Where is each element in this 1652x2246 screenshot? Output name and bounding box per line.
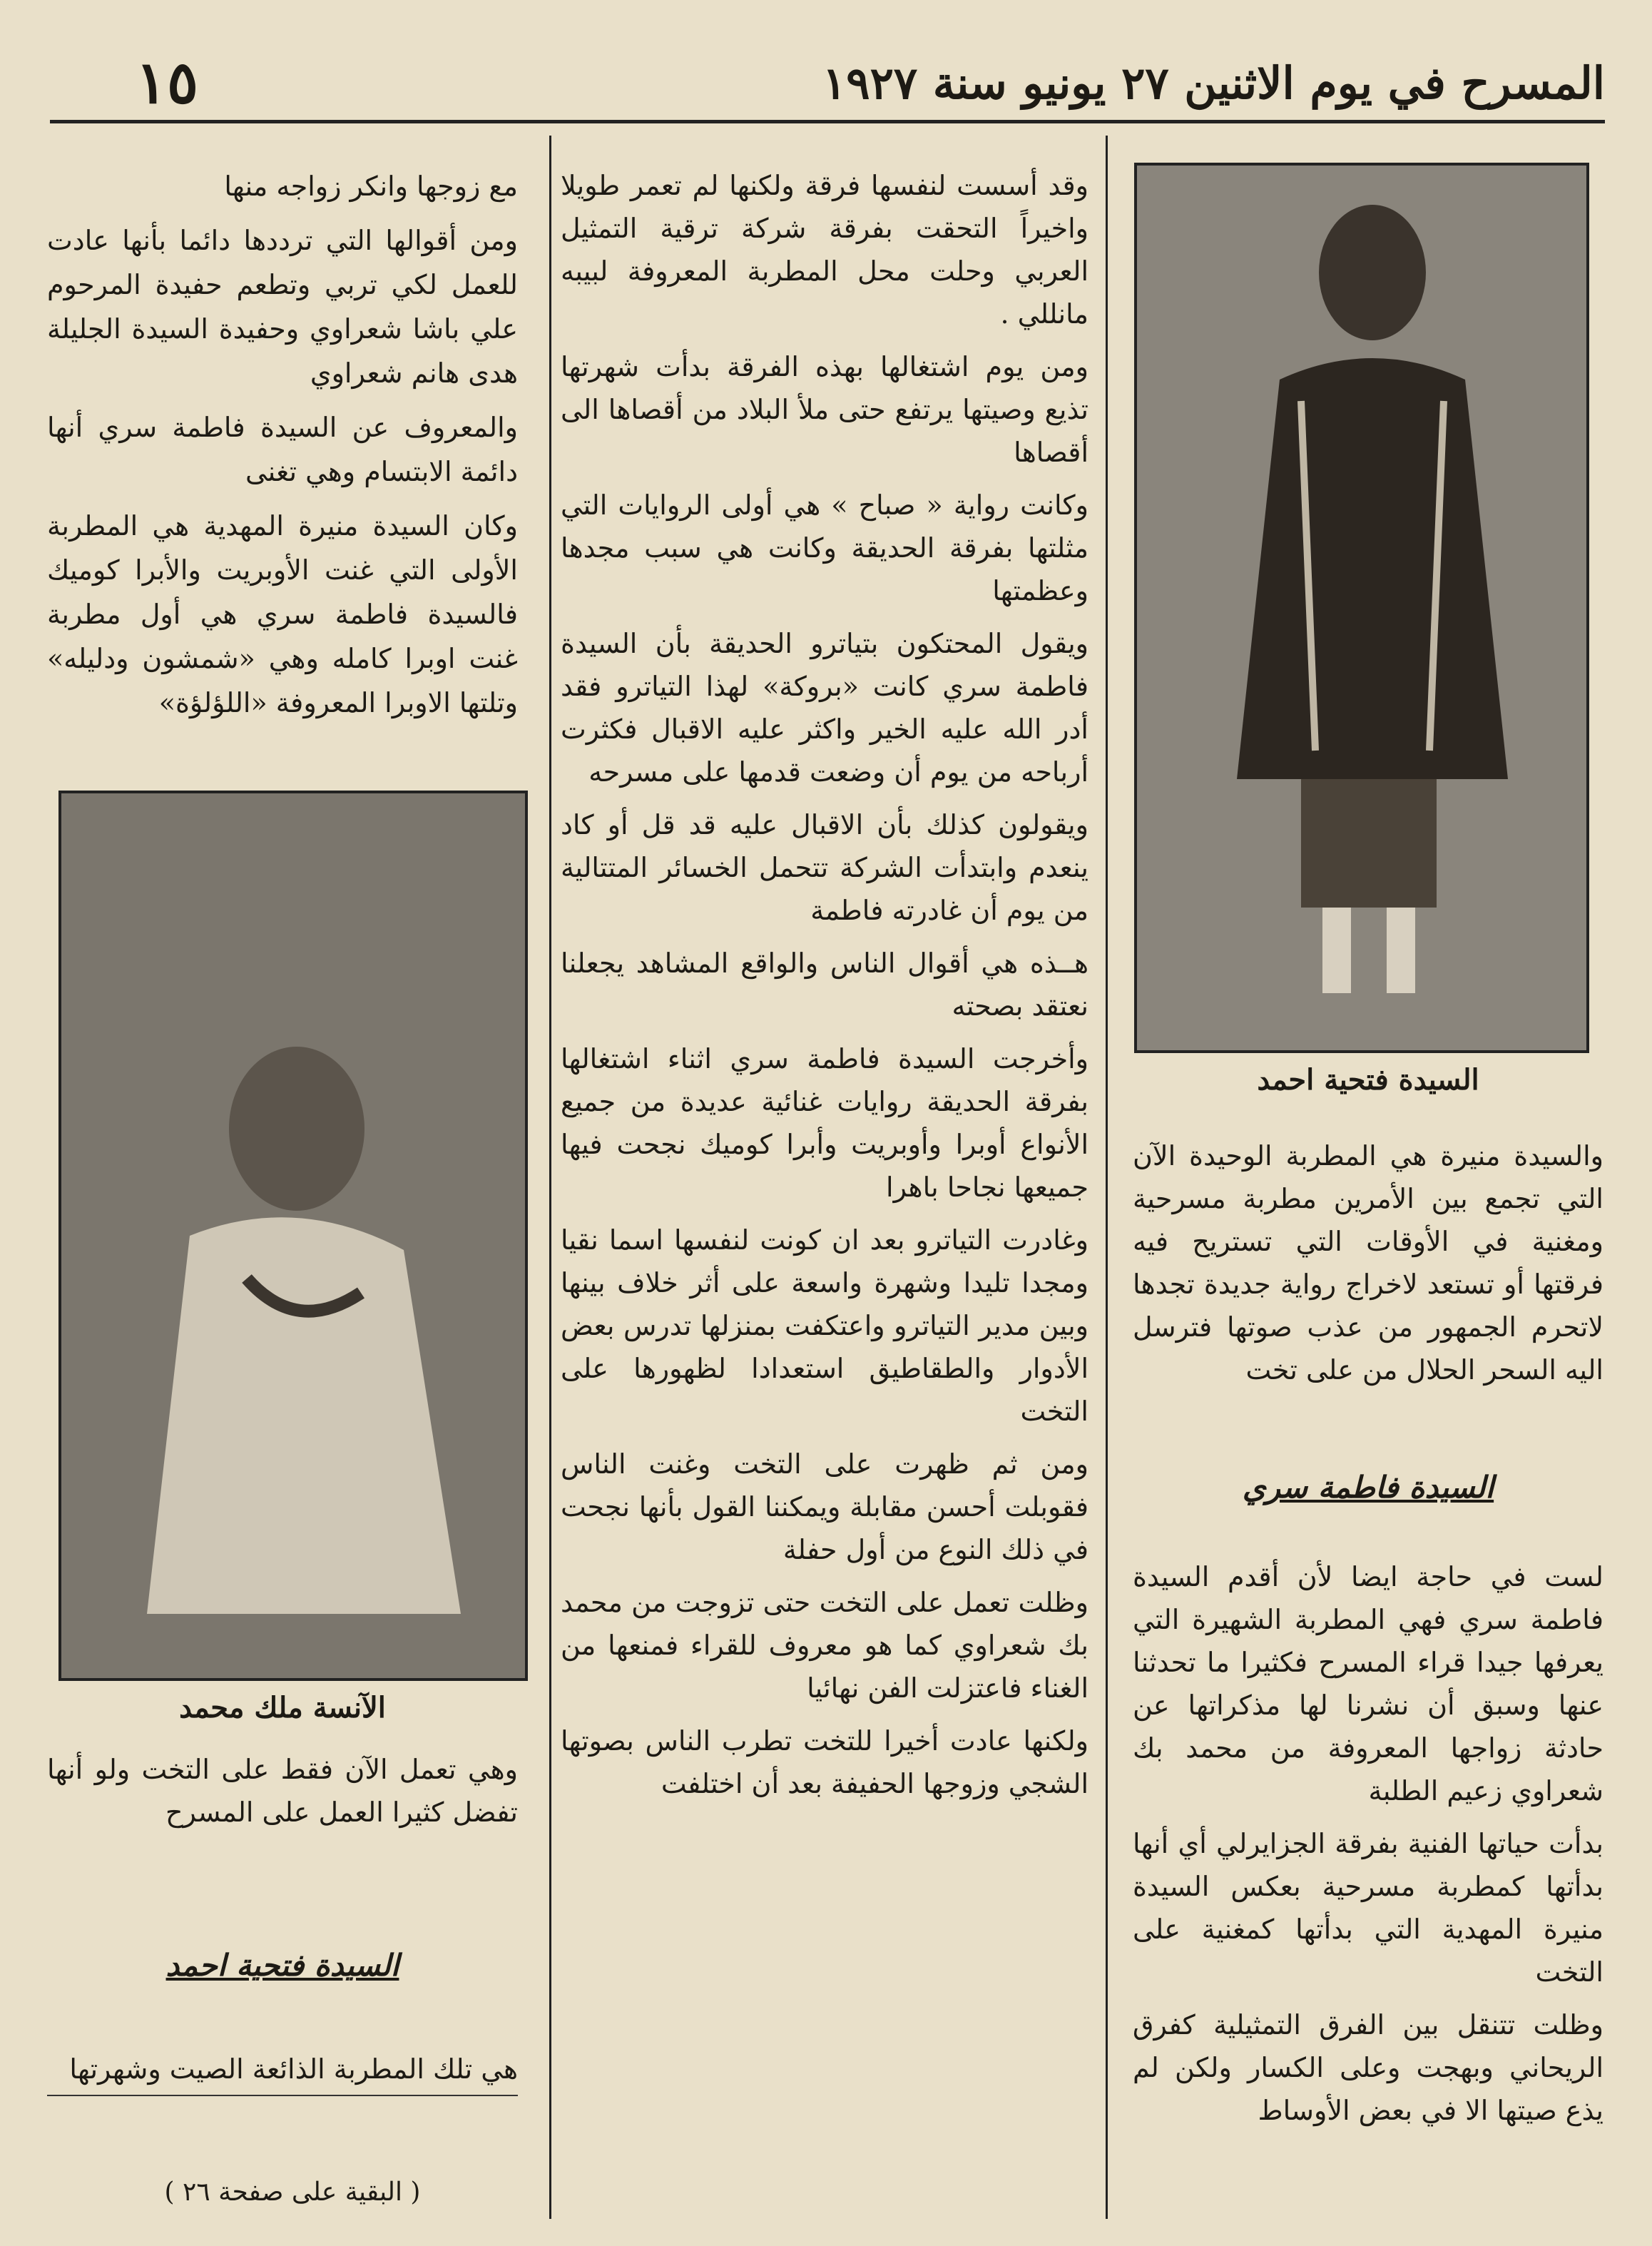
paragraph: والسيدة منيرة هي المطربة الوحيدة الآن التي تجمع بين الأمرين مطربة مسرحية ومغنية في الأوقات التي تستريح فيه فرقتها أو تستعد لاخراج رواية جديدة تجدها لاتحرم الجمهور من عذب صوتها فترسل اليه السحر الحلال من على تخت <box>1133 1140 1603 1386</box>
column-divider-right <box>1106 136 1108 2219</box>
left-column-bottom <box>47 1748 518 1844</box>
paragraph: هي تلك المطربة الذائعة الصيت وشهرتها <box>47 2048 518 2096</box>
page-number: ١٥ <box>136 49 199 117</box>
paragraph: والمعروف عن السيدة فاطمة سري أنها دائمة الابتسام وهي تغنى <box>47 412 518 487</box>
paragraph: ومن ثم ظهرت على التخت وغنت الناس فقوبلت أحسن مقابلة ويمكننا القول بأنها نجحت في ذلك النوع من أول حفلة <box>561 1448 1088 1565</box>
section-heading-fatma-sirri: السيدة فاطمة سري <box>1242 1470 1494 1505</box>
paragraph: وظلت تتنقل بين الفرق التمثيلية كفرق الريحاني وبهجت وعلى الكسار ولكن لم يذع صيتها الا في بعض الأوساط <box>1133 2009 1603 2126</box>
masthead <box>50 43 1605 128</box>
paragraph: ولكنها عادت أخيرا للتخت تطرب الناس بصوتها الشجي وزوجها الحفيفة بعد أن اختلفت <box>561 1725 1088 1799</box>
paragraph: وكانت رواية « صباح » هي أولى الروايات التي مثلتها بفرقة الحديقة وكانت هي سبب مجدها وعظمتها <box>561 489 1088 606</box>
paragraph: بدأت حياتها الفنية بفرقة الجزايرلي أي أنها بدأتها كمطربة مسرحية بعكس السيدة منيرة المهدية التي بدأتها كمغنية على التخت <box>1133 1828 1603 1988</box>
portrait-seated-icon <box>61 793 525 1678</box>
continued-note: ( البقية على صفحة ٢٦ ) <box>164 2178 421 2207</box>
paragraph: ومن يوم اشتغالها بهذه الفرقة بدأت شهرتها تذيع وصيتها يرتفع حتى ملأ البلاد من أقصاها الى أقصاها <box>561 351 1088 468</box>
left-column-top <box>47 164 518 735</box>
paragraph: وقد أسست لنفسها فرقة ولكنها لم تعمر طويلا واخيراً التحقت بفرقة شركة ترقية التمثيل العربي وحلت محل المطربة المعروفة لبيبه مانللي . <box>561 170 1088 330</box>
right-column-intro <box>1133 1134 1603 1401</box>
paragraph: هــذه هي أقوال الناس والواقع المشاهد يجعلنا نعتقد بصحته <box>561 947 1088 1022</box>
left-column-closing <box>47 2048 518 2106</box>
section-heading-fathiya-ahmed: السيدة فتحية احمد <box>165 1948 399 1983</box>
paragraph: وكان السيدة منيرة المهدية هي المطربة الأولى التي غنت الأوبريت والأبرا كوميك فالسيدة فاطمة سري هي أول مطربة غنت اوبرا كامله وهي «شمشون ودليله» وتلتها الاوبرا المعروفة «اللؤلؤة» <box>47 510 519 718</box>
paragraph: ويقول المحتكون بتياترو الحديقة بأن السيدة فاطمة سري كانت «بروكة» لهذا التياترو فقد أدر الله عليه الخير واكثر عليه الاقبال فكثرت أرباحه من يوم أن وضعت قدمها على مسرحه <box>561 628 1088 788</box>
right-column-body <box>1133 1555 1603 2142</box>
paragraph: وأخرجت السيدة فاطمة سري اثناء اشتغالها بفرقة الحديقة روايات غنائية عديدة من جميع الأنواع أوبرا وأوبريت وأبرا كوميك نجحت فيها جميعها نجاحا باهرا <box>561 1043 1088 1203</box>
column-divider-left <box>549 136 551 2219</box>
paragraph: لست في حاجة ايضا لأن أقدم السيدة فاطمة سري فهي المطربة الشهيرة التي يعرفها جيدا قراء المسرح فكثيرا ما تحدثنا عنها وسبق أن نشرنا لها مذكراتها عن حادثة زواجها المعروفة من محمد بك شعراوي زعيم الطلبة <box>1133 1561 1603 1807</box>
paragraph: مع زوجها وانكر زواجه منها <box>224 171 518 202</box>
photo-fathiya-ahmed <box>1134 163 1589 1053</box>
page-header-title: المسرح في يوم الاثنين ٢٧ يونيو سنة ١٩٢٧ <box>822 57 1605 109</box>
header-rule <box>50 120 1605 123</box>
paragraph: وهي تعمل الآن فقط على التخت ولو أنها تفضل كثيرا العمل على المسرح <box>47 1754 518 1828</box>
paragraph: ومن أقوالها التي ترددها دائما بأنها عادت للعمل لكي تربي وتطعم حفيدة المرحوم علي باشا شعراوي وحفيدة السيدة الجليلة هدى هانم شعراوي <box>47 225 518 389</box>
photo-malak-mohamed <box>58 791 528 1681</box>
paragraph: وظلت تعمل على التخت حتى تزوجت من محمد بك شعراوي كما هو معروف للقراء فمنعها من الغناء فاعتزلت الفن نهائيا <box>561 1587 1088 1704</box>
paragraph: وغادرت التياترو بعد ان كونت لنفسها اسما نقيا ومجدا تليدا وشهرة واسعة على أثر خلاف بينها وبين مدير التياترو واعتكفت بمنزلها تدرس بعض الأدوار والطقاطيق استعدادا لظهورها على التخت <box>561 1224 1088 1427</box>
middle-column <box>561 164 1088 1815</box>
paragraph: ويقولون كذلك بأن الاقبال عليه قد قل أو كاد ينعدم وابتدأت الشركة تتحمل الخسائر المتتالية من يوم أن غادرته فاطمة <box>561 809 1088 926</box>
photo-caption-malak: الآنسة ملك محمد <box>179 1691 386 1724</box>
photo-caption-fathiya: السيدة فتحية احمد <box>1257 1063 1479 1097</box>
portrait-figure-icon <box>1137 166 1586 1050</box>
